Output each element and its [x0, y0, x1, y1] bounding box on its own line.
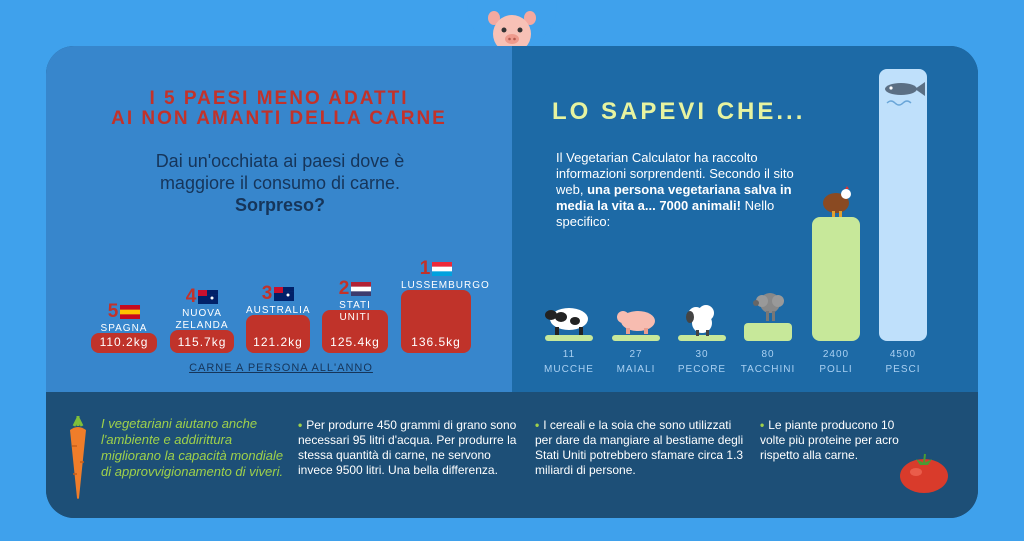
fact-3	[760, 418, 920, 463]
country-name: AUSTRALIA	[246, 305, 311, 316]
left-intro	[140, 150, 420, 216]
animal-count: 4500	[889, 349, 917, 360]
fact-3-text: Le piante producono 10 volte più proteine per acro rispetto alla carne.	[760, 418, 899, 462]
rank-header	[401, 258, 490, 292]
country-name: NUOVA ZELANDA	[175, 308, 229, 331]
animal-name: TACCHINI	[740, 364, 796, 375]
intro-bold: Sorpreso?	[234, 195, 326, 215]
luxembourg-flag-icon	[432, 262, 452, 276]
rank-number: 5	[107, 301, 119, 322]
rank-number: 1	[419, 258, 431, 279]
fish-icon	[879, 77, 927, 118]
rank-header	[91, 301, 157, 335]
bar-value-label: 121.2kg	[253, 335, 303, 349]
intro-text: Dai un'occhiata ai paesi dove è maggiore il consumo di carne.	[155, 151, 405, 193]
bullet: •	[298, 418, 303, 432]
rank-header	[246, 283, 310, 317]
bar-spagna	[91, 333, 157, 353]
fact-1	[298, 418, 518, 478]
green-statement: I vegetariani aiutano anche l'ambiente e addirittura migliorano la capacità mondiale di approvvigionamento di viveri.	[101, 416, 284, 479]
bar-value-label: 115.7kg	[177, 335, 227, 349]
left-title-line1: I 5 PAESI MENO ADATTI	[149, 88, 409, 109]
pig-animal-icon	[612, 301, 660, 342]
right-text-1: Il Vegetarian Calculator ha raccolto informazioni sorprendenti. Secondo il sito web,	[556, 150, 794, 197]
carrot-icon	[66, 416, 90, 500]
bar-australia	[246, 315, 310, 353]
bullet: •	[760, 418, 765, 432]
country-name: SPAGNA	[100, 323, 148, 334]
right-text	[556, 150, 801, 230]
sheep-icon	[678, 301, 726, 342]
bar-value-label: 136.5kg	[411, 335, 461, 349]
australia-flag-icon	[274, 287, 294, 301]
bar-nuova-zelanda	[170, 330, 234, 353]
tomato-icon	[898, 450, 950, 494]
bar-value-label: 125.4kg	[330, 335, 380, 349]
animal-count: 27	[629, 349, 643, 360]
rank-number: 4	[185, 286, 197, 307]
animal-count: 30	[695, 349, 709, 360]
cow-icon	[545, 301, 593, 342]
animal-name: MUCCHE	[544, 364, 594, 375]
bar-value-label: 110.2kg	[99, 335, 149, 349]
right-title: LO SAPEVI CHE...	[552, 98, 806, 125]
rank-number: 3	[261, 283, 273, 304]
axis-label: CARNE A PERSONA ALL'ANNO	[189, 362, 373, 374]
fact-2-text: I cereali e la soia che sono utilizzati per dare da mangiare al bestiame degli Stati Uniti potrebbero sfamare circa 1.3 miliardi di persone.	[535, 418, 744, 477]
animal-name: POLLI	[819, 364, 853, 375]
fact-1-text: Per produrre 450 grammi di grano sono necessari 95 litri d'acqua. Per produrre la stessa quantità di carne, ne servono invece 9500 litri. Una bella differenza.	[298, 418, 517, 477]
fact-2	[535, 418, 750, 478]
rank-header	[170, 286, 234, 332]
right-text-2: Nello specifico:	[556, 198, 775, 229]
spain-flag-icon	[120, 305, 140, 319]
animal-name: PESCI	[885, 364, 921, 375]
bar-lussemburgo	[401, 290, 471, 353]
country-name: STATI UNITI	[339, 300, 371, 323]
animal-count: 80	[761, 349, 775, 360]
animal-count: 11	[562, 349, 576, 360]
column-polli	[812, 217, 860, 341]
turkey-icon	[744, 289, 792, 330]
right-text-bold: una persona vegetariana salva in media la vita a... 7000 animali!	[556, 182, 792, 213]
new-zealand-flag-icon	[198, 290, 218, 304]
usa-flag-icon	[351, 282, 371, 296]
country-name: LUSSEMBURGO	[401, 280, 490, 291]
animal-name: MAIALI	[616, 364, 656, 375]
animal-count: 2400	[822, 349, 850, 360]
bullet: •	[535, 418, 540, 432]
rank-number: 2	[338, 278, 350, 299]
left-title-line2: AI NON AMANTI DELLA CARNE	[111, 108, 447, 129]
chicken-icon	[812, 185, 860, 226]
rank-header	[322, 278, 388, 324]
animal-name: PECORE	[677, 364, 727, 375]
